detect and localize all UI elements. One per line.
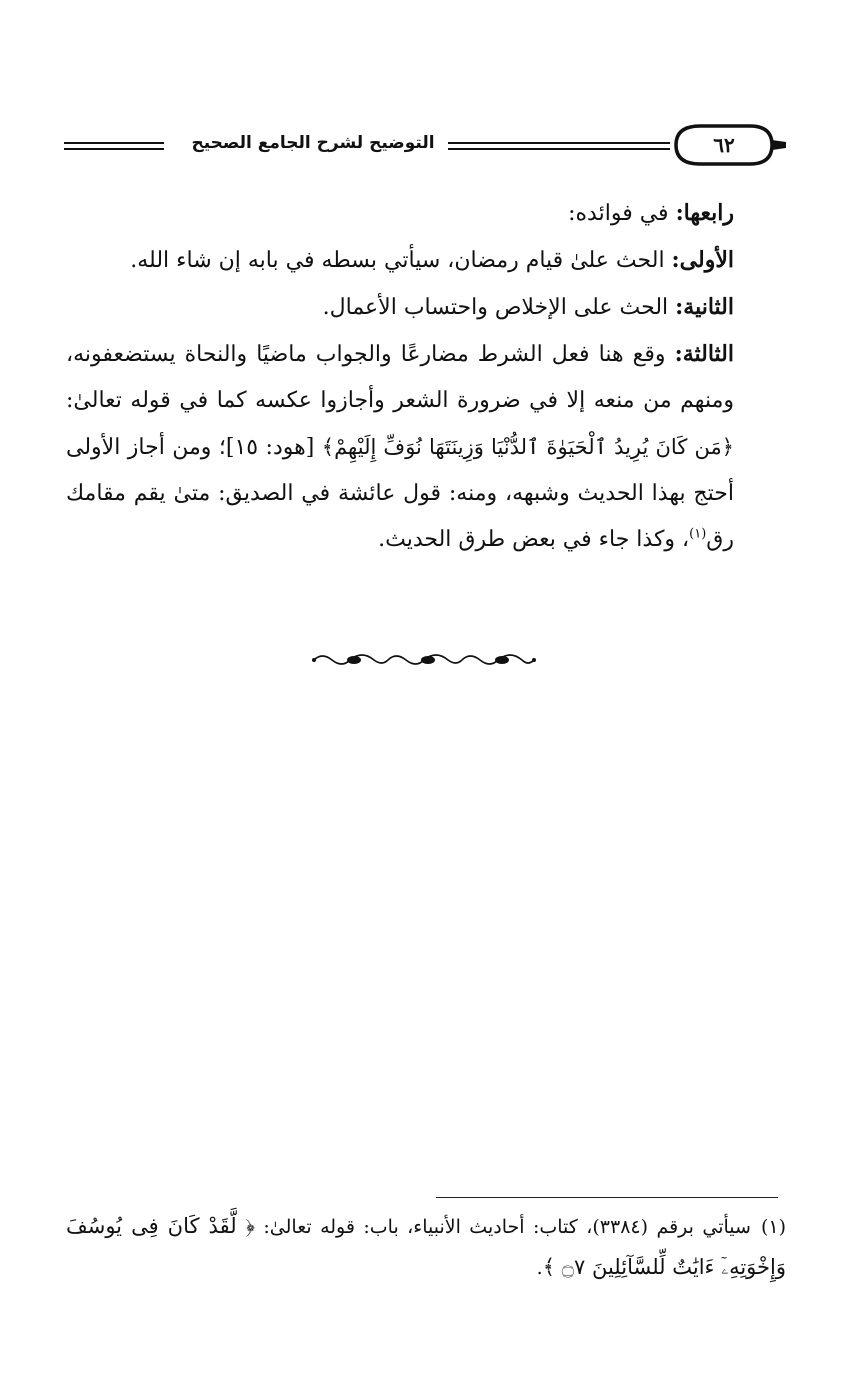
quran-verse: ﴿مَن كَانَ يُرِيدُ ٱلْحَيَوٰةَ ٱلدُّنْيَا وَزِينَتَهَا نُوَفِّ إِلَيْهِمْ﴾	[321, 435, 734, 459]
paragraph-4-text-b: [هود: ١٥]؛ ومن أجاز الأولى أحتج بهذا الحديث وشبهه، ومنه: قول عائشة في الصديق: متىٰ يقم مقامك رق	[66, 435, 734, 552]
footnote-1-end: .	[536, 1257, 543, 1279]
paragraph-4	[66, 331, 734, 563]
footnote-1-quran: ﴿ لَّقَدْ كَانَ فِى يُوسُفَ وَإِخْوَتِهِۦٓ ءَايَٰتٌ لِّلسَّآئِلِينَ ۝٧ ﴾	[66, 1214, 786, 1279]
paragraph-2-text: الحث علىٰ قيام رمضان، سيأتي بسطه في بابه إن شاء الله.	[130, 248, 672, 273]
paragraph-2	[66, 237, 734, 284]
footnote-1-text: سيأتي برقم (٣٣٨٤)، كتاب: أحاديث الأنبياء، باب: قوله تعالىٰ:	[254, 1216, 751, 1238]
paragraph-4-text-c: ، وكذا جاء في بعض طرق الحديث.	[378, 527, 690, 552]
paragraph-1-text: في فوائده:	[568, 201, 676, 226]
paragraph-3-lead: الثانية:	[675, 294, 734, 320]
footnote-1-number: (١)	[760, 1216, 786, 1238]
running-title: التوضيح لشرح الجامع الصحيح	[178, 130, 448, 156]
footnote-separator	[436, 1197, 778, 1198]
footnotes	[66, 1206, 786, 1288]
paragraph-2-lead: الأولى:	[671, 247, 734, 273]
footnote-1	[66, 1206, 786, 1288]
paragraph-3	[66, 284, 734, 331]
main-text	[66, 190, 734, 563]
page-number: ٦٢	[713, 133, 735, 157]
paragraph-4-lead: الثالثة:	[674, 341, 734, 367]
paragraph-1-lead: رابعها:	[675, 200, 734, 226]
paragraph-4-text-a: وقع هنا فعل الشرط مضارعًا والجواب ماضيًا والنحاة يستضعفونه، ومنهم من منعه إلا في ضرورة الشعر وأجازوا عكسه كما في قوله تعالىٰ:	[66, 342, 734, 413]
footnote-reference[interactable]: (١)	[689, 526, 707, 542]
page-header	[60, 118, 788, 176]
ornament-divider	[310, 648, 538, 672]
paragraph-1	[66, 190, 734, 237]
paragraph-3-text: الحث على الإخلاص واحتساب الأعمال.	[322, 295, 676, 320]
